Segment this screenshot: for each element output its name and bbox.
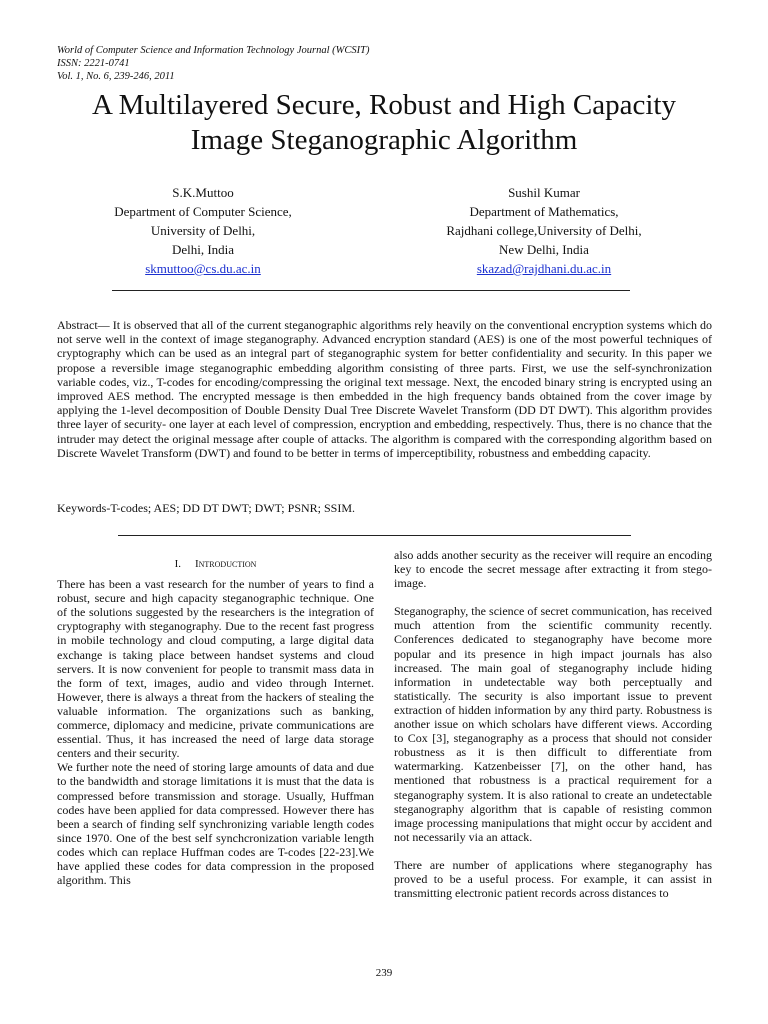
author-city: Delhi, India: [171, 242, 235, 257]
paragraph: Steganography, the science of secret communication, has received much attention from the scientific community recently. Conferences dedicated to steganography have become more popular and its presence in high impact journals has also increased. The main goal of steganography include hiding information in undetectable way both perceptually and statistically. The security is also important issue to prevent extraction of hidden information by any third party. Robustness is another issue on which scholars have different views. According to Cox [3], steganography as a process that should not consider robustness as it is then difficult to differentiate from watermarking. Katzenbeisser [7], on the other hand, has mentioned that robustness is a practical requirement for a steganography system. It is also rational to create an undetectable steganography algorithm that is capable of resisting common image processing manipulations that might occur by accident and not necessarily via an attack.: [394, 604, 712, 844]
paper-title: [40, 88, 728, 158]
paragraph: There has been a vast research for the number of years to find a robust, secure and high capacity steganographic technique. One of the solutions suggested by the researchers is the integration of cryptography with steganography. Due to the recent fast progress in mobile technology and cloud computing, a large digital data exchange is taking place between handset systems and cloud servers. It is now convenient for people to transmit mass data in the form of text, images, audio and video through Internet. However, there is always a threat from the hackers of stealing the valuable information. The organizations such as banking, commerce, diplomacy and medicine, private communications are essential. Thus, it has increased the need of large data storage centers and their security.: [57, 577, 374, 761]
abstract-divider: [118, 535, 631, 536]
journal-header: [57, 44, 369, 83]
abstract: Abstract— It is observed that all of the current steganographic algorithms rely heavily on the conventional encryption systems which do not serve well in the context of image steganography. Advanced encryption standard (AES) is one of the most powerful techniques of cryptography which can be used as an integral part of steganographic system for better confidentiality and security. In this paper we propose a reversible image steganographic embedding algorithm consisting of three parts. First, we use the self-synchronization variable codes, viz., T-codes for encoding/compressing the original text message. Next, the encoded binary string is encrypted using an improved AES method. The encrypted message is then embedded in the high frequency bands obtained from the cover image by applying the 1-level decomposition of Double Density Dual Tree Discrete Wavelet Transform (DD DT DWT). This algorithm provides three layer of security- one layer at each level of compression, encryption and embedding, respectively. Thus, there is no chance that the intruder may detect the original message after couple of attacks. The algorithm is compared with the corresponding algorithm based on Discrete Wavelet Transform (DWT) and found to be better in terms of imperceptibility, robustness and embedding capacity.: [57, 318, 712, 460]
right-column: [394, 548, 712, 900]
section-heading: [57, 557, 374, 571]
author-institution: Rajdhani college,University of Delhi,: [446, 223, 642, 238]
paragraph: There are number of applications where steganography has proved to be a useful process. For example, it can assist in transmitting electronic patient records across distances to: [394, 857, 712, 901]
journal-name: World of Computer Science and Information Technology Journal (WCSIT): [57, 45, 370, 56]
paper-title-line-2: Image Steganographic Algorithm: [190, 124, 578, 156]
author-institution: University of Delhi,: [150, 223, 256, 238]
author-email-link[interactable]: skmuttoo@cs.du.ac.in: [145, 261, 261, 276]
author-department: Department of Mathematics,: [469, 204, 619, 219]
page-number: 239: [375, 967, 393, 979]
section-number: I.: [174, 558, 181, 570]
author-block-2: [418, 183, 670, 278]
author-block-1: [90, 183, 316, 278]
author-department: Department of Computer Science,: [114, 204, 292, 219]
left-column: [57, 557, 374, 887]
section-title: Introduction: [194, 558, 257, 570]
header-divider: [112, 290, 630, 291]
paper-title-line-1: A Multilayered Secure, Robust and High Capacity: [92, 89, 676, 121]
paragraph: also adds another security as the receiver will require an encoding key to encode the secret message after extracting it from stego-image.: [394, 548, 712, 591]
author-name: S.K.Muttoo: [172, 185, 234, 200]
keywords: Keywords-T-codes; AES; DD DT DWT; DWT; PSNR; SSIM.: [57, 501, 356, 515]
journal-volume: Vol. 1, No. 6, 239-246, 2011: [57, 71, 175, 82]
author-city: New Delhi, India: [499, 242, 589, 257]
paragraph: We further note the need of storing large amounts of data and due to the bandwidth and storage limitations it is must that the data is compressed before transmission and storage. Usually, Huffman codes have been applied for data compressed. However there has been a search of finding self synchronizing variable length codes since 1970. One of the best self synchcronization variable length codes which can replace Huffman codes are T-codes [22-23].We have applied these codes for data compression in the proposed algorithm. This: [57, 760, 374, 888]
journal-issn: ISSN: 2221-0741: [57, 58, 130, 69]
author-email-link[interactable]: skazad@rajdhani.du.ac.in: [476, 261, 612, 276]
author-name: Sushil Kumar: [508, 185, 580, 200]
